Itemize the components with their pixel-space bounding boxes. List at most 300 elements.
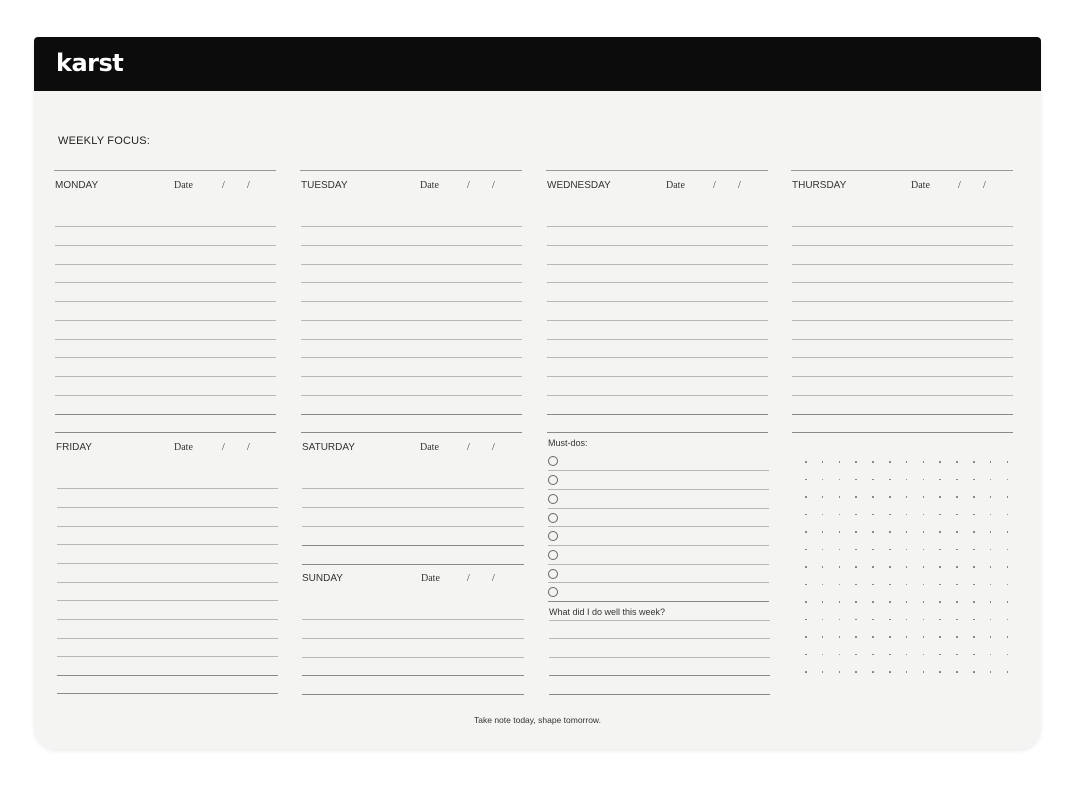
grid-dot [990,636,992,638]
grid-dot [990,654,992,656]
grid-dot [923,566,925,568]
wednesday-line [547,264,768,265]
grid-dot [973,584,975,586]
thursday-date-label: Date [911,180,930,191]
brand-header [34,37,1041,91]
grid-dot [939,514,941,516]
grid-dot [1007,671,1009,673]
tuesday-line [301,264,522,265]
monday-date-slash-2: / [247,180,250,191]
grid-dot [990,496,992,498]
sunday-line [302,638,524,639]
grid-dot [923,531,925,533]
grid-dot [923,496,925,498]
footer-tagline: Take note today, shape tomorrow. [474,715,601,725]
saturday-line [302,507,524,508]
grid-dot [889,671,891,673]
karst-logo: karst [56,49,124,77]
grid-dot [839,636,841,638]
saturday-line [302,488,524,489]
thursday-line [792,264,1013,265]
sunday-line [302,657,524,658]
grid-dot [956,549,958,551]
grid-dot [939,654,941,656]
grid-dot [973,514,975,516]
reflection-line [549,675,770,676]
grid-dot [889,636,891,638]
grid-dot [956,566,958,568]
grid-dot [956,531,958,533]
grid-dot [855,514,857,516]
grid-dot [973,654,975,656]
grid-dot [906,461,908,463]
saturday-line [302,526,524,527]
grid-dot [889,584,891,586]
grid-dot [889,619,891,621]
grid-dot [939,496,941,498]
grid-dot [990,514,992,516]
must-do-checkbox[interactable] [548,587,558,597]
grid-dot [923,654,925,656]
tuesday-line [301,301,522,302]
monday-label: MONDAY [55,180,99,191]
must-do-checkbox[interactable] [548,456,558,466]
grid-dot [805,654,807,656]
grid-dot [906,514,908,516]
grid-dot [973,461,975,463]
thursday-line [792,301,1013,302]
grid-dot [939,461,941,463]
grid-dot [822,671,824,673]
must-do-line [548,470,769,471]
thursday-line [792,414,1013,415]
grid-dot [906,654,908,656]
grid-dot [939,584,941,586]
grid-dot [973,479,975,481]
wednesday-date-slash-2: / [738,180,741,191]
grid-dot [939,549,941,551]
grid-dot [839,479,841,481]
grid-dot [973,671,975,673]
must-do-checkbox[interactable] [548,494,558,504]
friday-line [57,563,278,564]
grid-dot [889,654,891,656]
friday-label: FRIDAY [56,442,92,453]
grid-dot [939,479,941,481]
grid-dot [872,549,874,551]
grid-dot [923,601,925,603]
friday-line [57,488,278,489]
grid-dot [805,636,807,638]
monday-date-slash-1: / [222,180,225,191]
wednesday-line [547,357,768,358]
grid-dot [956,636,958,638]
grid-dot [1007,654,1009,656]
grid-dot [822,479,824,481]
grid-dot [990,619,992,621]
grid-dot [855,671,857,673]
grid-dot [990,479,992,481]
grid-dot [990,671,992,673]
monday-line [55,414,276,415]
grid-dot [973,619,975,621]
must-dos-label: Must-dos: [548,438,588,448]
grid-dot [1007,496,1009,498]
tuesday-label: TUESDAY [301,180,348,191]
reflection-bottom-rule [549,694,770,695]
grid-dot [822,636,824,638]
grid-dot [1007,531,1009,533]
sunday-date-label: Date [421,573,440,584]
grid-dot [805,514,807,516]
tuesday-line [301,339,522,340]
friday-date-label: Date [174,442,193,453]
grid-dot [872,584,874,586]
thursday-line [792,357,1013,358]
grid-dot [855,601,857,603]
sunday-line [302,619,524,620]
grid-dot [872,531,874,533]
thursday-line [792,282,1013,283]
must-do-checkbox[interactable] [548,513,558,523]
grid-dot [855,584,857,586]
grid-dot [939,601,941,603]
reflection-label: What did I do well this week? [549,607,666,617]
monday-bottom-rule [55,432,276,433]
friday-line [57,656,278,657]
grid-dot [822,514,824,516]
monday-line [55,226,276,227]
tuesday-line [301,376,522,377]
friday-line [57,582,278,583]
grid-dot [973,636,975,638]
grid-dot [1007,461,1009,463]
grid-dot [805,566,807,568]
wednesday-line [547,339,768,340]
grid-dot [872,514,874,516]
grid-dot [906,531,908,533]
grid-dot [956,514,958,516]
grid-dot [973,531,975,533]
wednesday-line [547,226,768,227]
friday-line [57,544,278,545]
grid-dot [822,566,824,568]
wednesday-bottom-rule [547,432,768,433]
grid-dot [889,601,891,603]
grid-dot [855,654,857,656]
grid-dot [855,496,857,498]
grid-dot [822,531,824,533]
grid-dot [1007,619,1009,621]
grid-dot [1007,549,1009,551]
friday-bottom-rule [57,693,278,694]
tuesday-line [301,395,522,396]
tuesday-date-slash-2: / [492,180,495,191]
grid-dot [1007,584,1009,586]
grid-dot [956,654,958,656]
monday-line [55,264,276,265]
grid-dot [906,619,908,621]
grid-dot [923,479,925,481]
grid-dot [855,549,857,551]
grid-dot [855,636,857,638]
must-do-line [548,582,769,583]
grid-dot [889,496,891,498]
friday-line [57,675,278,676]
grid-dot [839,601,841,603]
grid-dot [872,654,874,656]
grid-dot [839,461,841,463]
grid-dot [855,619,857,621]
grid-dot [889,479,891,481]
grid-dot [1007,601,1009,603]
grid-dot [990,584,992,586]
grid-dot [990,549,992,551]
saturday-label: SATURDAY [302,442,355,453]
tuesday-top-rule [300,170,522,171]
friday-date-slash-2: / [247,442,250,453]
wednesday-top-rule [546,170,768,171]
friday-line [57,619,278,620]
saturday-bottom-rule [302,564,524,565]
grid-dot [805,549,807,551]
must-do-line [548,564,769,565]
wednesday-date-label: Date [666,180,685,191]
grid-dot [906,601,908,603]
grid-dot [906,479,908,481]
monday-line [55,395,276,396]
grid-dot [906,584,908,586]
grid-dot [839,514,841,516]
grid-dot [872,601,874,603]
grid-dot [822,654,824,656]
grid-dot [889,549,891,551]
grid-dot [872,461,874,463]
grid-dot [872,619,874,621]
wednesday-line [547,301,768,302]
friday-date-slash-1: / [222,442,225,453]
grid-dot [956,584,958,586]
saturday-date-label: Date [420,442,439,453]
grid-dot [872,496,874,498]
grid-dot [872,671,874,673]
grid-dot [990,566,992,568]
grid-dot [805,531,807,533]
must-do-line [548,601,769,602]
tuesday-line [301,282,522,283]
monday-top-rule [54,170,276,171]
must-do-checkbox[interactable] [548,569,558,579]
grid-dot [805,461,807,463]
grid-dot [939,636,941,638]
thursday-line [792,339,1013,340]
tuesday-line [301,320,522,321]
grid-dot [822,601,824,603]
grid-dot [990,531,992,533]
grid-dot [956,496,958,498]
thursday-line [792,245,1013,246]
friday-line [57,600,278,601]
monday-line [55,376,276,377]
thursday-top-rule [791,170,1013,171]
saturday-line [302,545,524,546]
grid-dot [1007,514,1009,516]
grid-dot [805,496,807,498]
wednesday-line [547,395,768,396]
weekly-focus-label: WEEKLY FOCUS: [58,135,151,147]
grid-dot [939,619,941,621]
sunday-date-slash-2: / [492,573,495,584]
wednesday-line [547,376,768,377]
monday-line [55,301,276,302]
grid-dot [923,671,925,673]
grid-dot [805,479,807,481]
grid-dot [906,636,908,638]
grid-dot [839,619,841,621]
grid-dot [906,566,908,568]
grid-dot [889,566,891,568]
grid-dot [839,584,841,586]
must-do-line [548,508,769,509]
tuesday-line [301,414,522,415]
grid-dot [805,601,807,603]
wednesday-date-slash-1: / [713,180,716,191]
grid-dot [923,636,925,638]
grid-dot [839,549,841,551]
grid-dot [1007,566,1009,568]
grid-dot [805,584,807,586]
grid-dot [956,671,958,673]
tuesday-line [301,226,522,227]
grid-dot [872,636,874,638]
grid-dot [872,479,874,481]
grid-dot [1007,636,1009,638]
grid-dot [956,601,958,603]
grid-dot [923,549,925,551]
grid-dot [973,549,975,551]
grid-dot [939,566,941,568]
tuesday-bottom-rule [301,432,522,433]
grid-dot [889,514,891,516]
grid-dot [1007,479,1009,481]
grid-dot [822,496,824,498]
sunday-line [302,675,524,676]
thursday-label: THURSDAY [792,180,847,191]
dot-grid [805,461,1015,687]
grid-dot [855,531,857,533]
grid-dot [822,584,824,586]
grid-dot [822,549,824,551]
must-do-checkbox[interactable] [548,475,558,485]
thursday-line [792,395,1013,396]
grid-dot [990,461,992,463]
wednesday-line [547,320,768,321]
grid-dot [855,566,857,568]
grid-dot [822,619,824,621]
thursday-date-slash-1: / [958,180,961,191]
thursday-line [792,226,1013,227]
monday-line [55,339,276,340]
friday-line [57,507,278,508]
must-do-checkbox[interactable] [548,550,558,560]
grid-dot [956,619,958,621]
sunday-date-slash-1: / [467,573,470,584]
grid-dot [839,566,841,568]
sunday-bottom-rule [302,694,524,695]
grid-dot [805,671,807,673]
must-do-line [548,545,769,546]
wednesday-line [547,414,768,415]
grid-dot [805,619,807,621]
thursday-bottom-rule [792,432,1013,433]
planner-pad [34,37,1041,749]
must-do-line [548,526,769,527]
grid-dot [939,531,941,533]
friday-line [57,638,278,639]
reflection-line [549,620,770,621]
grid-dot [839,531,841,533]
grid-dot [872,566,874,568]
grid-dot [923,461,925,463]
grid-dot [973,566,975,568]
grid-dot [923,584,925,586]
friday-line [57,526,278,527]
wednesday-line [547,245,768,246]
grid-dot [990,601,992,603]
monday-line [55,282,276,283]
monday-line [55,245,276,246]
grid-dot [822,461,824,463]
saturday-date-slash-1: / [467,442,470,453]
must-do-line [548,489,769,490]
monday-line [55,320,276,321]
wednesday-label: WEDNESDAY [547,180,611,191]
sunday-label: SUNDAY [302,573,343,584]
grid-dot [973,601,975,603]
monday-date-label: Date [174,180,193,191]
wednesday-line [547,282,768,283]
must-do-checkbox[interactable] [548,531,558,541]
grid-dot [855,461,857,463]
reflection-line [549,638,770,639]
grid-dot [923,619,925,621]
grid-dot [939,671,941,673]
grid-dot [839,654,841,656]
grid-dot [889,461,891,463]
tuesday-date-slash-1: / [467,180,470,191]
grid-dot [906,496,908,498]
grid-dot [855,479,857,481]
grid-dot [973,496,975,498]
tuesday-line [301,245,522,246]
grid-dot [923,514,925,516]
grid-dot [839,671,841,673]
grid-dot [889,531,891,533]
grid-dot [906,549,908,551]
grid-dot [906,671,908,673]
tuesday-line [301,357,522,358]
thursday-line [792,376,1013,377]
reflection-line [549,657,770,658]
grid-dot [956,461,958,463]
saturday-date-slash-2: / [492,442,495,453]
grid-dot [956,479,958,481]
tuesday-date-label: Date [420,180,439,191]
thursday-date-slash-2: / [983,180,986,191]
grid-dot [839,496,841,498]
thursday-line [792,320,1013,321]
monday-line [55,357,276,358]
